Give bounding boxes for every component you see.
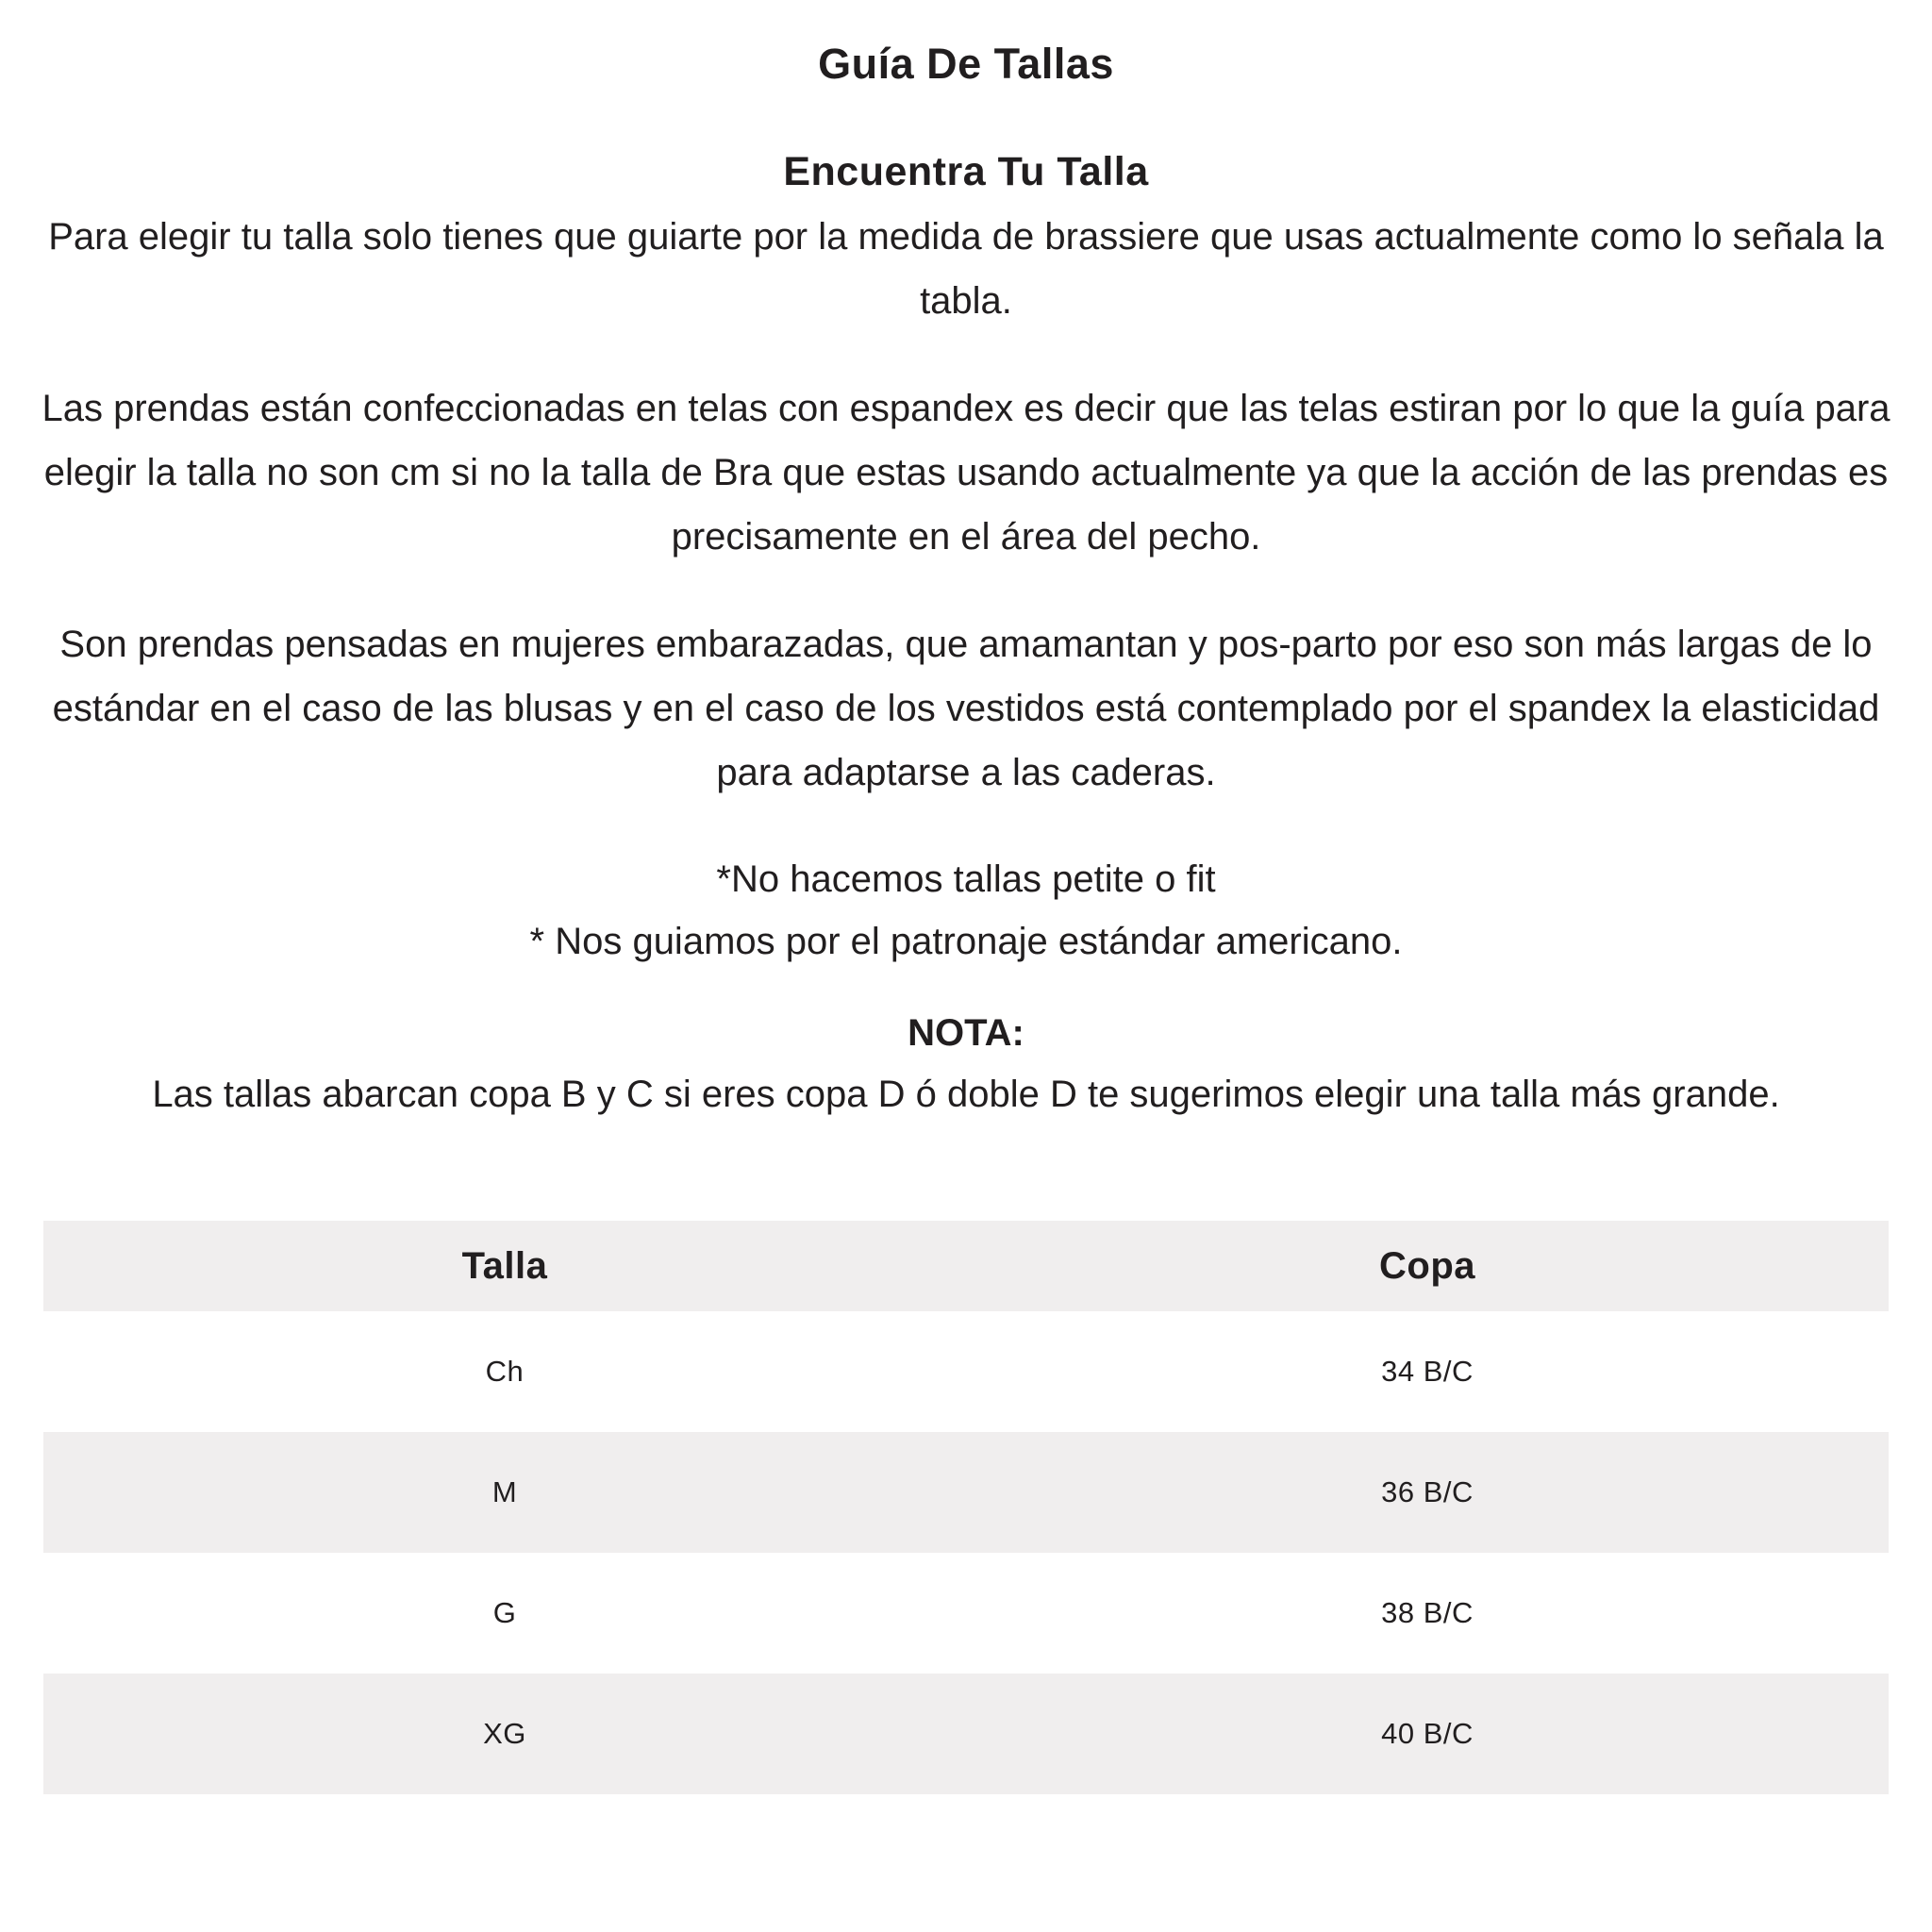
size-table-body [43, 1311, 1889, 1794]
column-header-copa: Copa [1379, 1244, 1475, 1287]
cell-talla: M [491, 1475, 518, 1508]
cell-copa: 36 B/C [1381, 1475, 1474, 1508]
table-row [43, 1432, 1889, 1553]
table-header-row [43, 1221, 1889, 1311]
column-header-talla: Talla [461, 1244, 548, 1287]
table-row [43, 1553, 1889, 1674]
paragraph-fabric-info: Las prendas están confeccionadas en telas con espandex es decir que las telas estiran por lo que la guía para elegir la talla no son cm si no la talla de Bra que estas usando actualmente ya que la acción de las prendas es precisamente en el área del pecho. [42, 388, 1890, 558]
nota-label: NOTA: [908, 1012, 1024, 1054]
cell-copa: 38 B/C [1381, 1596, 1474, 1629]
asterisk-notes [0, 848, 1932, 973]
table-row [43, 1674, 1889, 1794]
nota-text: Las tallas abarcan copa B y C si eres copa D ó doble D te sugerimos elegir una talla más grande. [152, 1074, 1780, 1115]
page-title: Guía De Tallas [818, 40, 1114, 88]
paragraph-how-to-choose: Para elegir tu talla solo tienes que guiarte por la medida de brassiere que usas actualmente como lo señala la tabla. [48, 216, 1884, 322]
section-title: Encuentra Tu Talla [783, 149, 1149, 194]
cell-talla: XG [483, 1717, 526, 1750]
cell-copa: 40 B/C [1381, 1717, 1474, 1750]
size-table [43, 1221, 1889, 1794]
note-no-petite: *No hacemos tallas petite o fit [716, 858, 1216, 900]
paragraph-maternity-info: Son prendas pensadas en mujeres embarazadas, que amamantan y pos-parto por eso son más largas de lo estándar en el caso de las blusas y en el caso de los vestidos está contemplado por el spandex la elasticidad para adaptarse a las caderas. [52, 624, 1880, 793]
cell-talla: G [492, 1596, 517, 1629]
size-table-container [43, 1221, 1889, 1794]
size-table-header [43, 1221, 1889, 1311]
cell-copa: 34 B/C [1381, 1355, 1474, 1388]
cell-talla: Ch [485, 1355, 525, 1388]
table-row [43, 1311, 1889, 1432]
note-american-pattern: * Nos guiamos por el patronaje estándar americano. [529, 921, 1403, 962]
